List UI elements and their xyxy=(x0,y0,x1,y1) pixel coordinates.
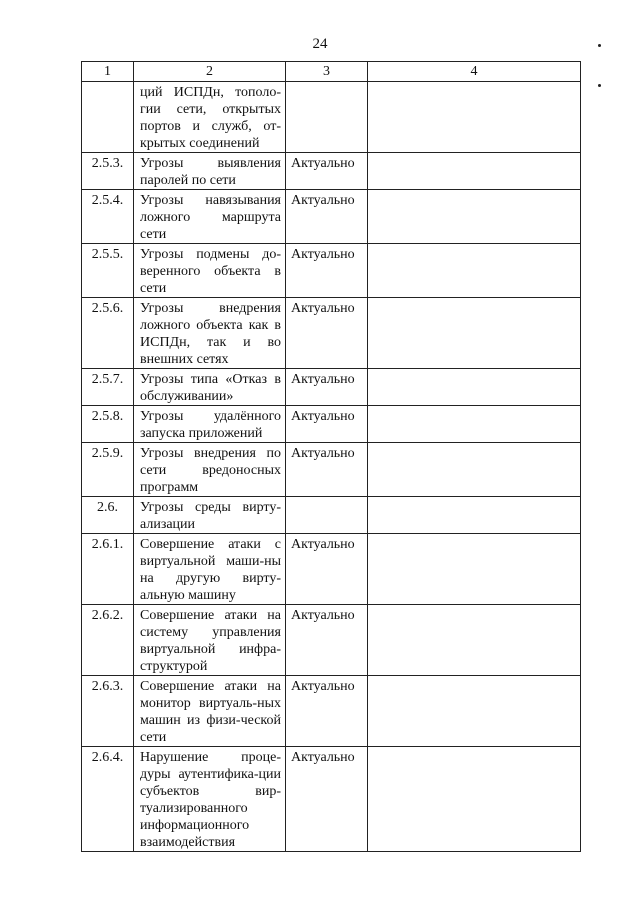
threat-description: Угрозы навязывания ложного маршрута сети xyxy=(134,190,286,244)
table-row xyxy=(82,747,581,852)
note-cell xyxy=(368,244,581,298)
relevance-status: Актуально xyxy=(286,153,368,190)
threat-description: Угрозы подмены до-веренного объекта в сети xyxy=(134,244,286,298)
table-row xyxy=(82,406,581,443)
note-cell xyxy=(368,153,581,190)
threat-description: Совершение атаки на монитор виртуаль-ных машин из физи-ческой сети xyxy=(134,676,286,747)
row-number: 2.5.6. xyxy=(82,298,134,369)
row-number xyxy=(82,82,134,153)
threat-description: Угрозы внедрения ложного объекта как в ИСПДн, так и во внешних сетях xyxy=(134,298,286,369)
table-row xyxy=(82,244,581,298)
relevance-status: Актуально xyxy=(286,534,368,605)
row-number: 2.6.2. xyxy=(82,605,134,676)
note-cell xyxy=(368,190,581,244)
note-cell xyxy=(368,298,581,369)
threat-table xyxy=(81,61,581,852)
table-row xyxy=(82,605,581,676)
note-cell xyxy=(368,747,581,852)
relevance-status: Актуально xyxy=(286,747,368,852)
relevance-status: Актуально xyxy=(286,443,368,497)
row-number: 2.6.3. xyxy=(82,676,134,747)
row-number: 2.6.4. xyxy=(82,747,134,852)
threat-description: Угрозы типа «Отказ в обслуживании» xyxy=(134,369,286,406)
note-cell xyxy=(368,82,581,153)
table-row xyxy=(82,676,581,747)
header-col-1: 1 xyxy=(82,62,134,82)
relevance-status: Актуально xyxy=(286,676,368,747)
table-row xyxy=(82,298,581,369)
row-number: 2.6. xyxy=(82,497,134,534)
relevance-status: Актуально xyxy=(286,190,368,244)
relevance-status: Актуально xyxy=(286,369,368,406)
note-cell xyxy=(368,497,581,534)
note-cell xyxy=(368,369,581,406)
threat-description: Угрозы среды вирту-ализации xyxy=(134,497,286,534)
scan-speck xyxy=(598,84,601,87)
row-number: 2.5.7. xyxy=(82,369,134,406)
relevance-status: Актуально xyxy=(286,605,368,676)
page-number: 24 xyxy=(312,36,328,52)
note-cell xyxy=(368,605,581,676)
row-number: 2.5.4. xyxy=(82,190,134,244)
header-col-4: 4 xyxy=(368,62,581,82)
threat-description: Совершение атаки с виртуальной маши-ны на другую вирту-альную машину xyxy=(134,534,286,605)
table-row xyxy=(82,497,581,534)
relevance-status xyxy=(286,82,368,153)
row-number: 2.5.5. xyxy=(82,244,134,298)
note-cell xyxy=(368,443,581,497)
table-row xyxy=(82,443,581,497)
threat-description: Нарушение проце-дуры аутентифика-ции субъектов вир-туализированного информационного взаимодействия xyxy=(134,747,286,852)
relevance-status: Актуально xyxy=(286,298,368,369)
note-cell xyxy=(368,676,581,747)
table-row xyxy=(82,82,581,153)
relevance-status: Актуально xyxy=(286,406,368,443)
threat-description: ций ИСПДн, тополо-гии сети, открытых портов и служб, от-крытых соединений xyxy=(134,82,286,153)
row-number: 2.5.3. xyxy=(82,153,134,190)
table-row xyxy=(82,190,581,244)
header-col-3: 3 xyxy=(286,62,368,82)
relevance-status xyxy=(286,497,368,534)
table-row xyxy=(82,534,581,605)
header-col-2: 2 xyxy=(134,62,286,82)
scan-speck xyxy=(598,44,601,47)
note-cell xyxy=(368,534,581,605)
threat-description: Совершение атаки на систему управления виртуальной инфра-структурой xyxy=(134,605,286,676)
threat-description: Угрозы внедрения по сети вредоносных программ xyxy=(134,443,286,497)
relevance-status: Актуально xyxy=(286,244,368,298)
table-row xyxy=(82,369,581,406)
note-cell xyxy=(368,406,581,443)
threat-description: Угрозы удалённого запуска приложений xyxy=(134,406,286,443)
threat-description: Угрозы выявления паролей по сети xyxy=(134,153,286,190)
table-header-row xyxy=(82,62,581,82)
row-number: 2.5.9. xyxy=(82,443,134,497)
row-number: 2.5.8. xyxy=(82,406,134,443)
table-row xyxy=(82,153,581,190)
row-number: 2.6.1. xyxy=(82,534,134,605)
